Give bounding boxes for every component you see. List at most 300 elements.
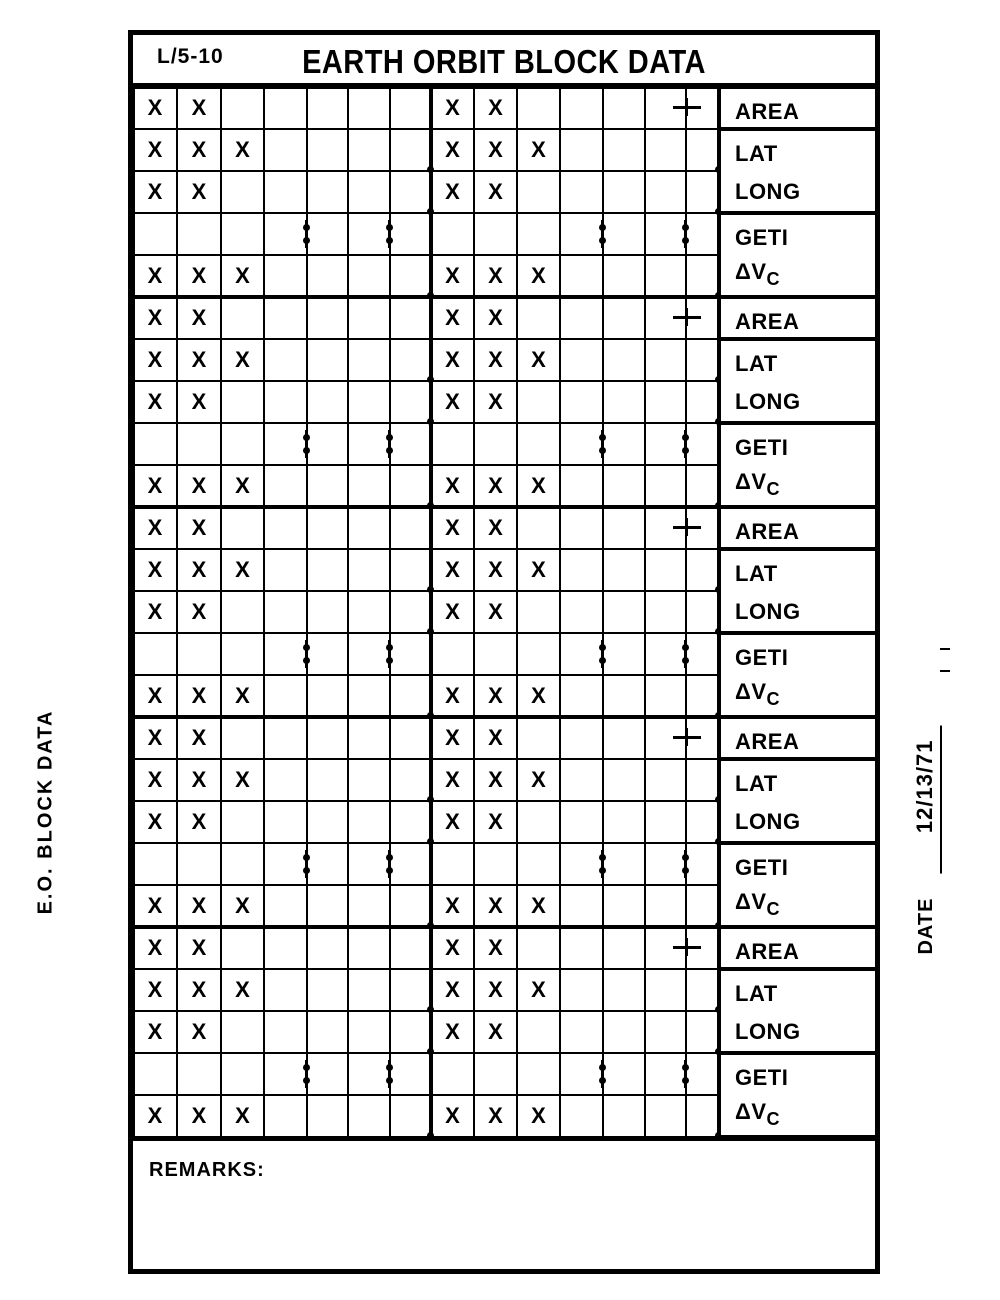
grid-cell[interactable] <box>686 1053 719 1095</box>
remarks-area[interactable] <box>133 1137 875 1269</box>
grid-cell[interactable] <box>348 507 390 549</box>
grid-cell[interactable] <box>177 213 221 255</box>
grid-cell[interactable] <box>221 87 264 129</box>
grid-cell[interactable] <box>517 591 560 633</box>
grid-cell[interactable] <box>264 1053 307 1095</box>
grid-cell[interactable] <box>264 633 307 675</box>
grid-cell[interactable] <box>560 717 603 759</box>
grid-cell[interactable] <box>307 213 348 255</box>
date-label: DATE <box>915 897 937 955</box>
field-label: GETI <box>735 645 789 670</box>
grid-cell[interactable] <box>603 1011 645 1053</box>
grid-cell[interactable] <box>603 423 645 465</box>
grid-cell[interactable] <box>390 1053 431 1095</box>
grid-cell[interactable] <box>264 675 307 717</box>
grid-cell[interactable] <box>645 465 686 507</box>
grid-cell[interactable] <box>603 297 645 339</box>
grid-cell[interactable] <box>348 255 390 297</box>
grid-cell[interactable] <box>645 1011 686 1053</box>
grid-cell[interactable] <box>645 339 686 381</box>
grid-cell[interactable] <box>390 843 431 885</box>
grid-cell[interactable] <box>686 1095 719 1137</box>
grid-cell[interactable] <box>264 549 307 591</box>
grid-cell[interactable] <box>390 381 431 423</box>
grid-cell[interactable] <box>390 885 431 927</box>
grid-cell[interactable] <box>390 297 431 339</box>
grid-cell[interactable] <box>264 885 307 927</box>
grid-cell[interactable] <box>560 549 603 591</box>
grid-cell[interactable] <box>264 843 307 885</box>
grid-cell[interactable] <box>221 633 264 675</box>
grid-cell[interactable] <box>603 927 645 969</box>
grid-cell[interactable] <box>307 255 348 297</box>
field-label: $\Delta V_C$ <box>735 1099 780 1129</box>
x-mark: X <box>147 179 163 204</box>
grid-cell[interactable] <box>133 633 177 675</box>
grid-cell[interactable] <box>348 1095 390 1137</box>
grid-cell[interactable] <box>221 927 264 969</box>
x-mark: X <box>191 515 207 540</box>
grid-cell[interactable] <box>645 801 686 843</box>
remarks-label: REMARKS: <box>149 1159 265 1181</box>
grid-cell[interactable] <box>517 423 560 465</box>
label-box-area <box>719 507 875 549</box>
grid-cell[interactable] <box>348 339 390 381</box>
x-mark: X <box>445 935 460 960</box>
grid-cell[interactable] <box>603 507 645 549</box>
grid-cell[interactable] <box>390 591 431 633</box>
grid-cell[interactable] <box>686 675 719 717</box>
grid-cell[interactable] <box>264 129 307 171</box>
grid-cell[interactable] <box>603 129 645 171</box>
column-divider <box>429 87 433 1137</box>
grid-cell[interactable] <box>348 801 390 843</box>
grid-cell[interactable] <box>686 759 719 801</box>
grid-cell[interactable] <box>517 927 560 969</box>
grid-cell[interactable] <box>517 1053 560 1095</box>
field-label-subscript: C <box>766 269 780 289</box>
grid-cell[interactable] <box>221 801 264 843</box>
sign-dash-tick <box>685 728 688 746</box>
grid-cell[interactable] <box>645 381 686 423</box>
grid-cell[interactable] <box>474 423 517 465</box>
grid-cell[interactable] <box>560 87 603 129</box>
grid-cell[interactable] <box>390 339 431 381</box>
grid-cell[interactable] <box>390 1095 431 1137</box>
grid-cell[interactable] <box>431 1053 474 1095</box>
grid-cell[interactable] <box>517 381 560 423</box>
grid-cell[interactable] <box>603 1095 645 1137</box>
grid-cell[interactable] <box>390 129 431 171</box>
grid-cell[interactable] <box>686 213 719 255</box>
grid-cell[interactable] <box>603 675 645 717</box>
grid-cell[interactable] <box>686 1011 719 1053</box>
grid-cell[interactable] <box>348 1011 390 1053</box>
field-label: LONG <box>735 179 801 204</box>
grid-cell[interactable] <box>603 843 645 885</box>
grid-cell[interactable] <box>645 549 686 591</box>
grid-cell[interactable] <box>221 591 264 633</box>
x-mark: X <box>445 179 460 204</box>
grid-cell[interactable] <box>560 171 603 213</box>
x-mark: X <box>147 95 163 120</box>
grid-cell[interactable] <box>517 1011 560 1053</box>
grid-cell[interactable] <box>348 717 390 759</box>
grid-cell[interactable] <box>603 213 645 255</box>
x-mark: X <box>191 935 207 960</box>
x-mark: X <box>488 515 503 540</box>
label-box-latlong <box>719 759 875 843</box>
grid-cell[interactable] <box>686 843 719 885</box>
grid-cell[interactable] <box>645 1053 686 1095</box>
grid-cell[interactable] <box>686 381 719 423</box>
field-label: LAT <box>735 981 778 1006</box>
grid-cell[interactable] <box>560 381 603 423</box>
grid-cell[interactable] <box>307 1095 348 1137</box>
grid-cell[interactable] <box>390 759 431 801</box>
grid-cell[interactable] <box>307 87 348 129</box>
grid-cell[interactable] <box>431 423 474 465</box>
grid-cell[interactable] <box>560 1095 603 1137</box>
label-box-latlong <box>719 129 875 213</box>
grid-cell[interactable] <box>645 171 686 213</box>
grid-cell[interactable] <box>686 465 719 507</box>
grid-cell[interactable] <box>560 759 603 801</box>
grid-cell[interactable] <box>686 969 719 1011</box>
grid-cell[interactable] <box>221 717 264 759</box>
grid-cell[interactable] <box>264 801 307 843</box>
grid-cell[interactable] <box>390 423 431 465</box>
grid-cell[interactable] <box>307 969 348 1011</box>
grid-cell[interactable] <box>686 633 719 675</box>
field-label-subscript: C <box>766 1109 780 1129</box>
grid-cell[interactable] <box>645 843 686 885</box>
x-mark: X <box>147 725 163 750</box>
grid-cell[interactable] <box>307 675 348 717</box>
grid-cell[interactable] <box>390 969 431 1011</box>
grid-cell[interactable] <box>264 507 307 549</box>
grid-cell[interactable] <box>307 339 348 381</box>
grid-cell[interactable] <box>348 465 390 507</box>
grid-cell[interactable] <box>221 1053 264 1095</box>
x-mark: X <box>488 809 503 834</box>
grid-cell[interactable] <box>307 1053 348 1095</box>
grid-cell[interactable] <box>307 759 348 801</box>
x-mark: X <box>445 725 460 750</box>
x-mark: X <box>191 305 207 330</box>
grid-cell[interactable] <box>517 297 560 339</box>
grid-cell[interactable] <box>560 213 603 255</box>
grid-cell[interactable] <box>390 465 431 507</box>
x-mark: X <box>147 767 163 792</box>
grid-cell[interactable] <box>390 255 431 297</box>
grid-cell[interactable] <box>264 381 307 423</box>
column-divider <box>131 87 135 1137</box>
grid-cell[interactable] <box>221 507 264 549</box>
grid-cell[interactable] <box>348 1053 390 1095</box>
grid-cell[interactable] <box>474 1053 517 1095</box>
grid-cell[interactable] <box>264 1011 307 1053</box>
grid-cell[interactable] <box>560 843 603 885</box>
x-mark: X <box>445 809 460 834</box>
x-mark: X <box>488 725 503 750</box>
grid-cell[interactable] <box>264 297 307 339</box>
grid-cell[interactable] <box>307 843 348 885</box>
grid-cell[interactable] <box>307 801 348 843</box>
grid-cell[interactable] <box>474 633 517 675</box>
grid-cell[interactable] <box>645 675 686 717</box>
grid-cell[interactable] <box>560 339 603 381</box>
grid-cell[interactable] <box>517 633 560 675</box>
grid-cell[interactable] <box>348 549 390 591</box>
grid-cell[interactable] <box>348 381 390 423</box>
grid-cell[interactable] <box>560 507 603 549</box>
grid-cell[interactable] <box>348 759 390 801</box>
label-box-getidv <box>719 423 875 507</box>
grid-cell[interactable] <box>686 423 719 465</box>
x-mark: X <box>445 515 460 540</box>
date-value[interactable]: 12/13/71 <box>912 725 942 873</box>
grid-cell[interactable] <box>645 633 686 675</box>
grid-cell[interactable] <box>686 801 719 843</box>
grid-cell[interactable] <box>560 801 603 843</box>
grid-cell[interactable] <box>307 129 348 171</box>
grid-cell[interactable] <box>307 927 348 969</box>
grid-cell[interactable] <box>264 759 307 801</box>
grid-cell[interactable] <box>603 885 645 927</box>
grid-cell[interactable] <box>348 591 390 633</box>
grid-cell[interactable] <box>390 927 431 969</box>
grid-cell[interactable] <box>348 675 390 717</box>
field-label: LAT <box>735 141 778 166</box>
grid-cell[interactable] <box>686 129 719 171</box>
grid-cell[interactable] <box>221 297 264 339</box>
grid-cell[interactable] <box>686 255 719 297</box>
grid-cell[interactable] <box>390 507 431 549</box>
grid-cell[interactable] <box>348 87 390 129</box>
grid-cell[interactable] <box>645 213 686 255</box>
grid-cell[interactable] <box>686 885 719 927</box>
x-mark: X <box>531 347 546 372</box>
x-mark: X <box>445 347 460 372</box>
grid-cell[interactable] <box>264 717 307 759</box>
grid-cell[interactable] <box>560 297 603 339</box>
grid-cell[interactable] <box>603 591 645 633</box>
block-divider <box>133 505 875 509</box>
grid-cell[interactable] <box>307 507 348 549</box>
grid-cell[interactable] <box>133 843 177 885</box>
grid-cell[interactable] <box>517 717 560 759</box>
grid-cell[interactable] <box>348 297 390 339</box>
grid-cell[interactable] <box>390 801 431 843</box>
x-mark: X <box>531 557 546 582</box>
grid-cell[interactable] <box>431 213 474 255</box>
sign-dash-tick <box>685 938 688 956</box>
grid-cell[interactable] <box>264 213 307 255</box>
grid-cell[interactable] <box>307 297 348 339</box>
grid-cell[interactable] <box>603 171 645 213</box>
grid-cell[interactable] <box>686 549 719 591</box>
x-mark: X <box>445 95 460 120</box>
grid-cell[interactable] <box>431 633 474 675</box>
grid-cell[interactable] <box>307 171 348 213</box>
grid-cell[interactable] <box>133 423 177 465</box>
grid-cell[interactable] <box>307 885 348 927</box>
x-mark: X <box>488 95 503 120</box>
grid-cell[interactable] <box>307 717 348 759</box>
grid-cell[interactable] <box>390 1011 431 1053</box>
grid-cell[interactable] <box>348 633 390 675</box>
grid-cell[interactable] <box>645 885 686 927</box>
grid-cell[interactable] <box>560 591 603 633</box>
grid-cell[interactable] <box>264 87 307 129</box>
grid-cell[interactable] <box>348 129 390 171</box>
grid-cell[interactable] <box>177 423 221 465</box>
grid-cell[interactable] <box>264 591 307 633</box>
grid-cell[interactable] <box>560 1053 603 1095</box>
grid-cell[interactable] <box>603 465 645 507</box>
grid-cell[interactable] <box>431 843 474 885</box>
grid-cell[interactable] <box>264 465 307 507</box>
grid-cell[interactable] <box>560 423 603 465</box>
grid-cell[interactable] <box>603 549 645 591</box>
x-mark: X <box>531 893 546 918</box>
x-mark: X <box>147 683 163 708</box>
grid-cell[interactable] <box>560 129 603 171</box>
grid-cell[interactable] <box>348 213 390 255</box>
grid-cell[interactable] <box>603 87 645 129</box>
field-label: $\Delta V_C$ <box>735 889 780 919</box>
grid-cell[interactable] <box>348 423 390 465</box>
grid-cell[interactable] <box>307 549 348 591</box>
grid-cell[interactable] <box>307 591 348 633</box>
date-block <box>902 720 952 960</box>
grid-cell[interactable] <box>686 171 719 213</box>
grid-cell[interactable] <box>686 591 719 633</box>
grid-cell[interactable] <box>221 1011 264 1053</box>
grid-cell[interactable] <box>177 633 221 675</box>
grid-cell[interactable] <box>264 339 307 381</box>
field-label: GETI <box>735 225 789 250</box>
grid-cell[interactable] <box>133 1053 177 1095</box>
grid-cell[interactable] <box>603 1053 645 1095</box>
grid-cell[interactable] <box>348 171 390 213</box>
grid-cell[interactable] <box>307 381 348 423</box>
grid-cell[interactable] <box>686 339 719 381</box>
grid-cell[interactable] <box>348 843 390 885</box>
x-mark: X <box>445 137 460 162</box>
grid-cell[interactable] <box>390 87 431 129</box>
grid-cell[interactable] <box>307 633 348 675</box>
grid-cell[interactable] <box>517 507 560 549</box>
grid-cell[interactable] <box>603 381 645 423</box>
grid-cell[interactable] <box>560 255 603 297</box>
grid-cell[interactable] <box>264 927 307 969</box>
grid-cell[interactable] <box>474 843 517 885</box>
grid-cell[interactable] <box>264 1095 307 1137</box>
grid-cell[interactable] <box>264 171 307 213</box>
grid-cell[interactable] <box>645 255 686 297</box>
grid-cell[interactable] <box>560 633 603 675</box>
grid-cell[interactable] <box>221 171 264 213</box>
x-mark: X <box>235 893 250 918</box>
grid-cell[interactable] <box>517 801 560 843</box>
grid-cell[interactable] <box>645 423 686 465</box>
grid-cell[interactable] <box>645 759 686 801</box>
grid-cell[interactable] <box>177 1053 221 1095</box>
grid-cell[interactable] <box>348 969 390 1011</box>
grid-cell[interactable] <box>645 129 686 171</box>
grid-cell[interactable] <box>133 213 177 255</box>
grid-cell[interactable] <box>603 801 645 843</box>
x-mark: X <box>147 347 163 372</box>
field-label: GETI <box>735 1065 789 1090</box>
grid-cell[interactable] <box>390 549 431 591</box>
x-mark: X <box>488 389 503 414</box>
grid-cell[interactable] <box>390 717 431 759</box>
grid-cell[interactable] <box>307 423 348 465</box>
grid-cell[interactable] <box>390 675 431 717</box>
grid-cell[interactable] <box>560 969 603 1011</box>
grid-cell[interactable] <box>307 1011 348 1053</box>
grid-cell[interactable] <box>264 969 307 1011</box>
x-mark: X <box>147 557 163 582</box>
grid-cell[interactable] <box>390 213 431 255</box>
grid-cell[interactable] <box>560 675 603 717</box>
grid-cell[interactable] <box>517 87 560 129</box>
grid-cell[interactable] <box>645 969 686 1011</box>
grid-cell[interactable] <box>603 339 645 381</box>
x-mark: X <box>191 263 207 288</box>
grid-cell[interactable] <box>221 213 264 255</box>
label-box-area <box>719 927 875 969</box>
grid-cell[interactable] <box>603 255 645 297</box>
grid-cell[interactable] <box>603 969 645 1011</box>
grid-cell[interactable] <box>560 885 603 927</box>
x-mark: X <box>191 809 207 834</box>
label-box-latlong <box>719 549 875 633</box>
grid-cell[interactable] <box>264 423 307 465</box>
x-mark: X <box>531 977 546 1002</box>
grid-cell[interactable] <box>390 633 431 675</box>
grid-cell[interactable] <box>474 213 517 255</box>
sign-dash-tick <box>685 308 688 326</box>
grid-cell[interactable] <box>348 927 390 969</box>
grid-cell[interactable] <box>517 843 560 885</box>
grid-cell[interactable] <box>221 381 264 423</box>
grid-cell[interactable] <box>645 591 686 633</box>
grid-cell[interactable] <box>517 171 560 213</box>
grid-cell[interactable] <box>221 423 264 465</box>
grid-cell[interactable] <box>603 633 645 675</box>
grid-cell[interactable] <box>645 1095 686 1137</box>
grid-cell[interactable] <box>264 255 307 297</box>
grid-cell[interactable] <box>560 927 603 969</box>
grid-cell[interactable] <box>348 885 390 927</box>
grid-cell[interactable] <box>560 1011 603 1053</box>
grid-cell[interactable] <box>177 843 221 885</box>
x-mark: X <box>191 347 207 372</box>
grid-cell[interactable] <box>221 843 264 885</box>
x-mark: X <box>147 515 163 540</box>
grid-cell[interactable] <box>603 759 645 801</box>
field-label: LAT <box>735 351 778 376</box>
grid-cell[interactable] <box>390 171 431 213</box>
grid-cell[interactable] <box>307 465 348 507</box>
grid-cell[interactable] <box>517 213 560 255</box>
grid-cell[interactable] <box>560 465 603 507</box>
grid-cell[interactable] <box>603 717 645 759</box>
